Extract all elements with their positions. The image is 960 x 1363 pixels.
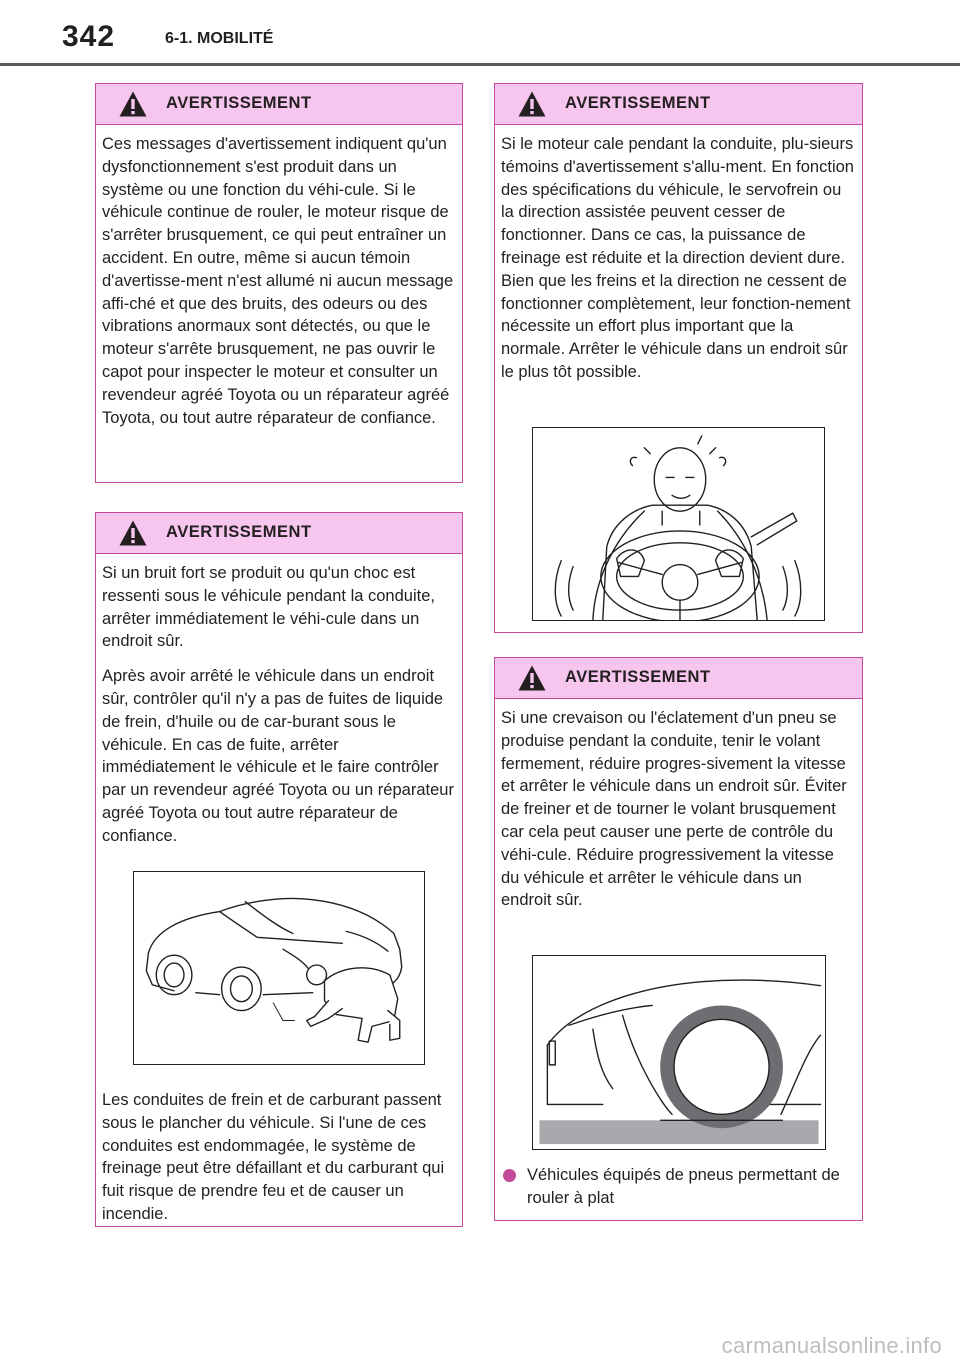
- warning-paragraph: Après avoir arrêté le véhicule dans un endroit sûr, contrôler qu'il n'y a pas de fuites de liquide de frein, d'huile ou de car-burant sous le véhicule. En cas de fuite, arrêter immédiatement le véhicule et le faire contrôler par un revendeur agréé Toyota ou un réparateur agréé Toyota ou tout autre réparateur de confiance.: [102, 667, 454, 845]
- driver-steering-illustration: [532, 427, 825, 621]
- page-number: 342: [62, 20, 116, 53]
- warning-header: [96, 84, 462, 125]
- warning-triangle-icon: [517, 90, 547, 118]
- car-inspection-illustration: [133, 871, 425, 1065]
- warning-title: AVERTISSEMENT: [565, 94, 711, 112]
- warning-body: [96, 554, 462, 856]
- warning-body: [495, 125, 862, 392]
- warning-body-after: [96, 1081, 462, 1234]
- warning-paragraph: Les conduites de frein et de carburant passent sous le plancher du véhicule. Si l'une de ces conduites est endommagée, le système de freinage peut être défaillant et du carburant qui fuit risque de prendre feu et de causer un incendie.: [102, 1091, 445, 1223]
- bullet-item: [503, 1164, 857, 1210]
- runflat-tire-illustration: [532, 955, 826, 1150]
- warning-header: [96, 513, 462, 554]
- warning-header: [495, 658, 862, 699]
- warning-body: [96, 125, 462, 437]
- section-title: 6-1. MOBILITÉ: [165, 30, 274, 47]
- warning-paragraph: Ces messages d'avertissement indiquent qu'un dysfonctionnement s'est produit dans un système ou une fonction du véhi-cule. Si le véhicule continue de rouler, le moteur risque de s'arrêter brusquement, ce qui peut entraîner un accident. En outre, même si aucun témoin d'avertisse-ment n'est allumé ni aucun message affi-ché et que des bruits, des odeurs ou des vibrations anormaux sont détectés, ou que le moteur s'arrête brusquement, ne pas ouvrir le capot pour inspecter le moteur et consulter un revendeur agréé Toyota ou un réparateur agréé Toyota, ou tout autre réparateur de confiance.: [102, 135, 454, 427]
- warning-triangle-icon: [118, 519, 148, 547]
- warning-body: [495, 699, 862, 920]
- warning-title: AVERTISSEMENT: [166, 94, 312, 112]
- warning-title: AVERTISSEMENT: [565, 668, 711, 686]
- watermark-text: carmanualsonline.info: [721, 1333, 942, 1358]
- warning-title: AVERTISSEMENT: [166, 523, 312, 541]
- warning-box-1: [95, 83, 463, 483]
- warning-paragraph: Si le moteur cale pendant la conduite, plu-sieurs témoins d'avertissement s'allu-ment. En fonction des spécifications du véhicule, le servofrein ou la direction assistée peuvent cesser de fonctionner. Dans ce cas, la puissance de freinage est réduite et la direction devient dure. Bien que les freins et la direction ne cessent de fonctionner complètement, leur fonction-nement nécessite un effort plus important que la normale. Arrêter le véhicule dans un endroit sûr le plus tôt possible.: [501, 135, 854, 381]
- warning-triangle-icon: [118, 90, 148, 118]
- header-rule: [0, 63, 960, 66]
- warning-triangle-icon: [517, 664, 547, 692]
- warning-header: [495, 84, 862, 125]
- bullet-text: Véhicules équipés de pneus permettant de rouler à plat: [527, 1166, 840, 1207]
- warning-paragraph: Si une crevaison ou l'éclatement d'un pneu se produise pendant la conduite, tenir le volant fermement, réduire progres-sivement la vitesse et arrêter le véhicule dans un endroit sûr. Éviter de freiner et de tourner le volant brusquement car cela peut causer une perte de contrôle du véhi-cule. Réduire progressivement la vitesse du véhicule et arrêter le véhicule dans un endroit sûr.: [501, 709, 847, 910]
- bullet-dot-icon: [503, 1169, 516, 1182]
- warning-paragraph: Si un bruit fort se produit ou qu'un choc est ressenti sous le véhicule pendant la conduite, arrêter immédiatement le véhi-cule dans un endroit sûr.: [102, 564, 435, 651]
- warning-box-2: [95, 512, 463, 1227]
